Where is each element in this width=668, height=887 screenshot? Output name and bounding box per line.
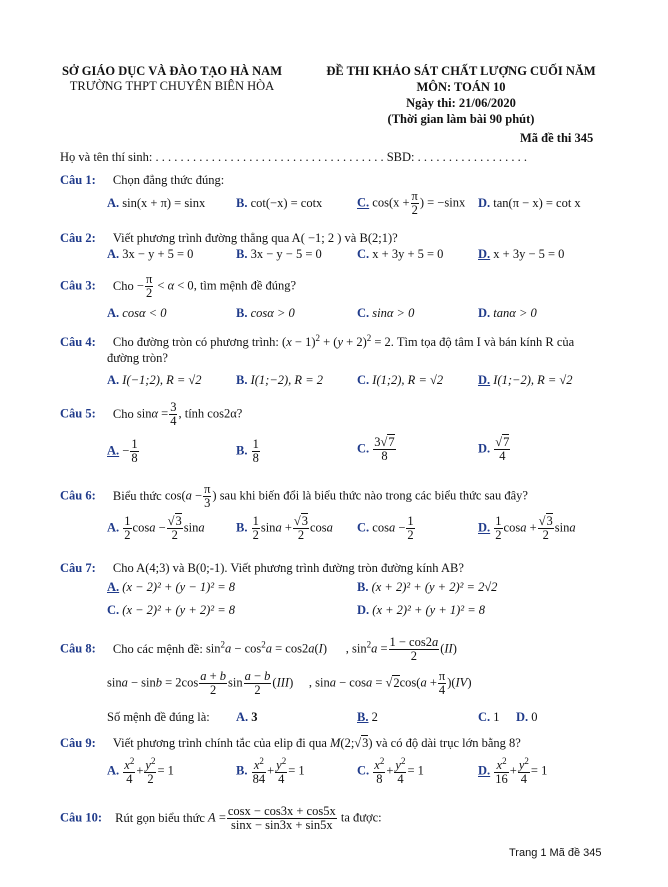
question-8-statements: sina − sinb = 2cos $\frac{a + b}{2}$ sin $\frac{a - b}{2}$ (III) , sina − cosa = √2cos(a + $\frac{\pi}{4}$ )(IV) (107, 669, 472, 698)
q5-option-c: C. $\frac{3√7}{8}$ (357, 435, 395, 464)
q2-option-d: D. x + 3y − 5 = 0 (478, 247, 565, 261)
student-info-line: Họ và tên thí sinh: . . . . . . . . . . . . . . . . . . . . . . . . . . . . . . . . . . . . . SBD: . . . . . . . . . . . . . . . . . . (60, 150, 528, 164)
q8-option-c: C. 1 (478, 710, 500, 724)
question-5: Câu 5: Cho sinα = $\frac{3}{4}$ , tính cos2α? (60, 400, 243, 429)
q3-option-c: C. sinα > 0 (357, 306, 415, 320)
q4-option-a: A. I(−1;2), R = √2 (107, 373, 202, 387)
q3-option-a: A. cosα < 0 (107, 306, 167, 320)
q6-option-c: C. cosa − $\frac{1}{2}$ (357, 514, 414, 543)
q6-option-b: B. $\frac{1}{2}$ sina + $\frac{√3}{2}$ cosa (236, 514, 333, 543)
question-8: Câu 8: Cho các mệnh đề: $\sin^2a - \cos^2a = \cos 2a(I)$ , $\sin^2a$ = $\frac{1 - \cos 2a}{2}$ (II) (60, 635, 457, 664)
exam-title: ĐỀ THI KHẢO SÁT CHẤT LƯỢNG CUỐI NĂM (326, 64, 596, 78)
q9-option-d: D. $\frac{x^2}{16}$ + $\frac{y^2}{4}$ = 1 (478, 756, 548, 787)
q2-option-b: B. 3x − y − 5 = 0 (236, 247, 322, 261)
q7-option-d: D. (x + 2)² + (y + 1)² = 8 (357, 603, 486, 617)
q1-option-a: A. sin(x + π) = sinx (107, 196, 206, 210)
subject: MÔN: TOÁN 10 (416, 80, 506, 94)
question-8-count: Số mệnh đề đúng là: (107, 710, 210, 724)
q6-option-d: D. $\frac{1}{2}$ cosa + $\frac{√3}{2}$ sina (478, 514, 576, 543)
q7-option-c: C. (x − 2)² + (y + 2)² = 8 (107, 603, 236, 617)
q4-option-d: D. I(1;−2), R = √2 (478, 373, 573, 387)
school-name: TRƯỜNG THPT CHUYÊN BIÊN HÒA (69, 79, 275, 93)
exam-duration: (Thời gian làm bài 90 phút) (387, 112, 535, 126)
q6-option-a: A. $\frac{1}{2}$ cosa − $\frac{√3}{2}$ sina (107, 514, 205, 543)
exam-date: Ngày thi: 21/06/2020 (406, 96, 516, 110)
exam-code: Mã đề thi 345 (520, 131, 594, 145)
page-footer: Trang 1 Mã đề 345 (509, 847, 602, 859)
q8-option-d: D. 0 (516, 710, 538, 724)
q7-option-a: A. (x − 2)² + (y − 1)² = 8 (107, 580, 236, 594)
q5-option-a: A. − $\frac{1}{8}$ (107, 437, 138, 466)
question-label: Câu 1: (60, 173, 96, 187)
q4-option-b: B. I(1;−2), R = 2 (236, 373, 323, 387)
question-9: Câu 9: Viết phương trình chính tắc của elip đi qua M(2;√3) và có độ dài trục lớn bằng 8? (60, 736, 521, 750)
question-10: Câu 10: Rút gọn biểu thức A = $\frac{\cos x - \cos 3x + \cos 5x}{\sin x - \sin 3x + \sin 5x}$ ta được: (60, 804, 382, 833)
q8-option-b: B. 2 (357, 710, 378, 724)
question-3: Câu 3: Cho − $\frac{\pi}{2}$ < α < 0, tìm mệnh đề đúng? (60, 272, 297, 301)
q9-option-c: C. $\frac{x^2}{8}$ + $\frac{y^2}{4}$ = 1 (357, 756, 424, 787)
q2-option-c: C. x + 3y + 5 = 0 (357, 247, 444, 261)
q8-option-a: A. 3 (236, 710, 258, 724)
question-2: Câu 2: Viết phương trình đường thẳng qua A( −1; 2 ) và B(2;1)? (60, 231, 398, 245)
q5-option-b: B. $\frac{1}{8}$ (236, 437, 259, 466)
q1-option-b: B. cot(−x) = cotx (236, 196, 323, 210)
q3-option-b: B. cosα > 0 (236, 306, 295, 320)
question-7: Câu 7: Cho A(4;3) và B(0;-1). Viết phương trình đường tròn đường kính AB? (60, 561, 464, 575)
q9-option-a: A. $\frac{x^2}{4}$ + $\frac{y^2}{2}$ = 1 (107, 756, 174, 787)
q3-option-d: D. tanα > 0 (478, 306, 537, 320)
q1-option-d: D. tan(π − x) = cot x (478, 196, 581, 210)
q4-option-c: C. I(1;2), R = √2 (357, 373, 444, 387)
question-text: Chọn đẳng thức đúng: (112, 173, 225, 187)
q1-option-c: C. cos(x + $\frac{\pi}{2}$ ) = −sinx (357, 189, 466, 218)
question-1 (60, 173, 224, 188)
question-4: Câu 4: Cho đường tròn có phương trình: $(x - 1)^2 + (y + 2)^2 = 2$. Tìm tọa độ tâm I và bán kính R của (60, 333, 575, 350)
q5-option-d: D. $\frac{√7}{4}$ (478, 435, 510, 464)
q9-option-b: B. $\frac{x^2}{84}$ + $\frac{y^2}{4}$ = 1 (236, 756, 305, 787)
q7-option-b: B. (x + 2)² + (y + 2)² = 2√2 (357, 580, 498, 594)
q2-option-a: A. 3x − y + 5 = 0 (107, 247, 194, 261)
question-6: Câu 6: Biểu thức cos(a − $\frac{\pi}{3}$ ) sau khi biến đổi là biểu thức nào trong các biểu thức sau đây? (60, 482, 528, 511)
department-name: SỞ GIÁO DỤC VÀ ĐÀO TẠO HÀ NAM (61, 64, 283, 78)
question-4-line2: đường tròn? (107, 351, 168, 365)
